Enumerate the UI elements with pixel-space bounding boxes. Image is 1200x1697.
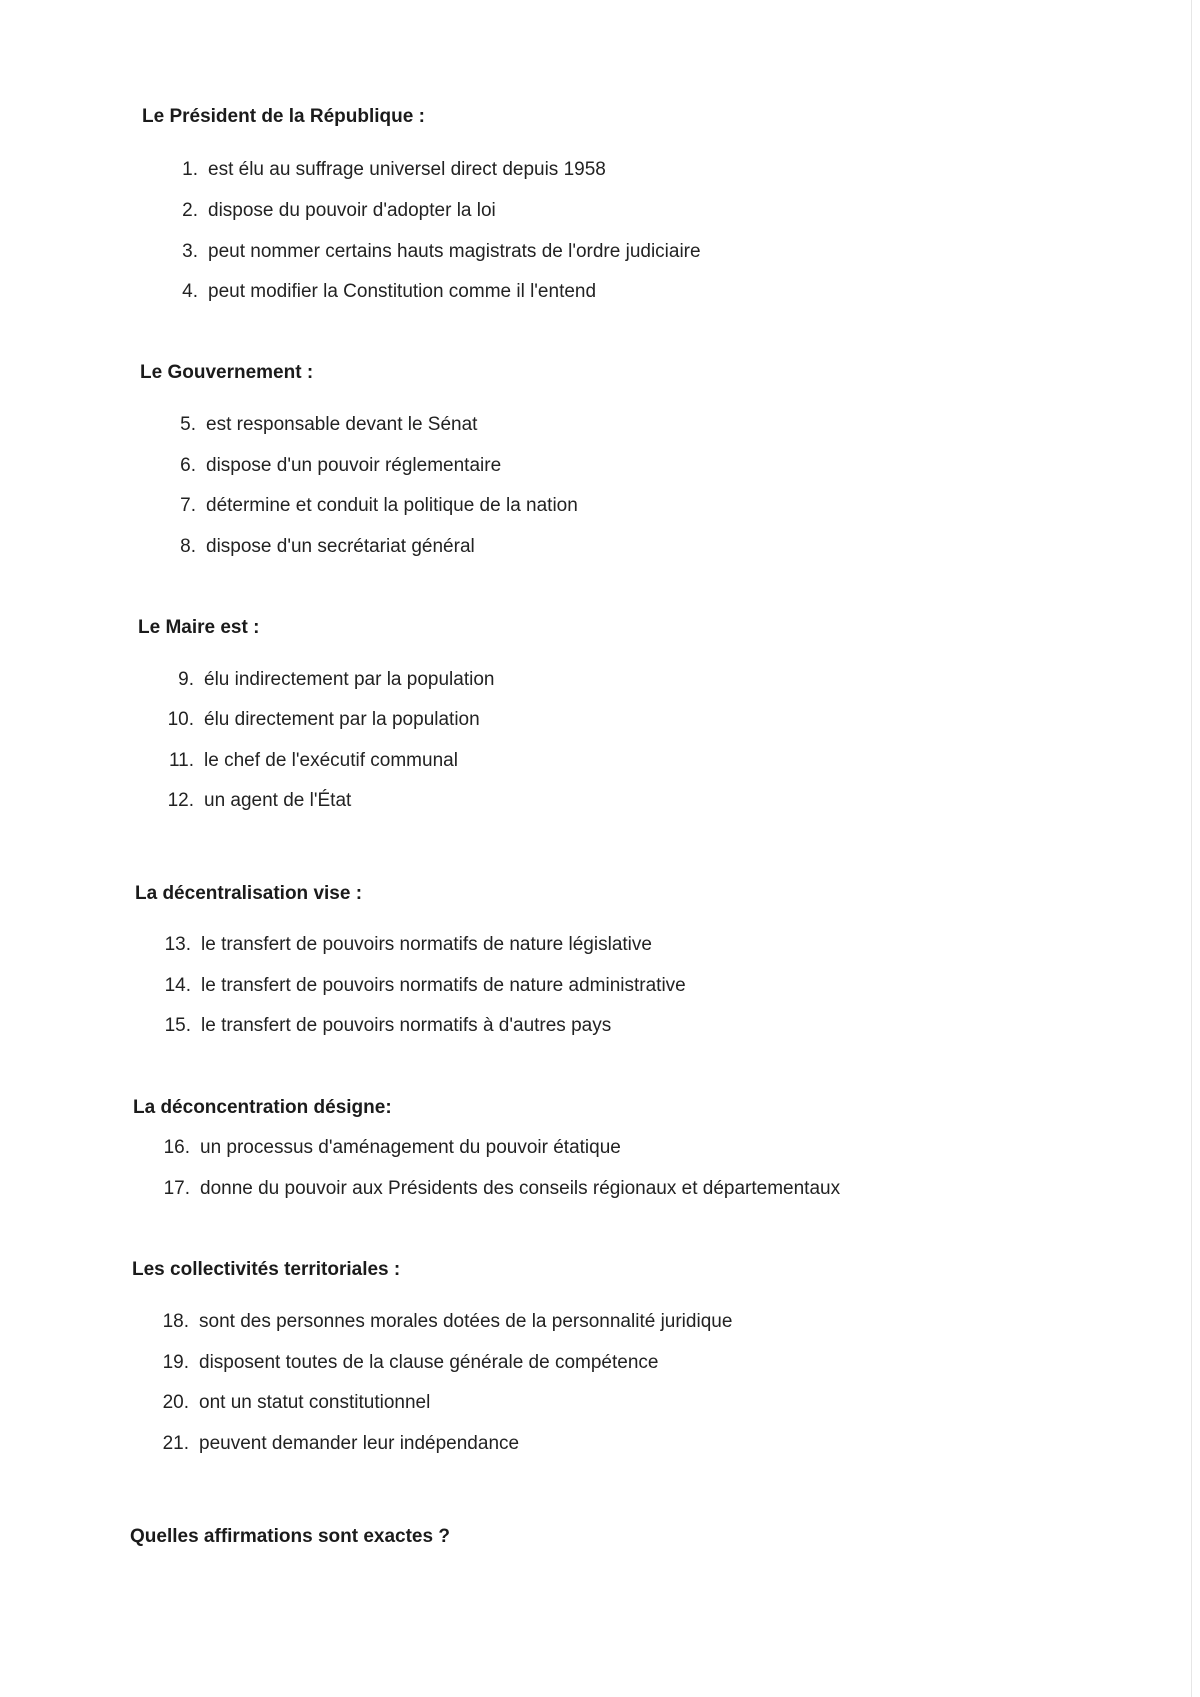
list-item <box>166 494 578 518</box>
item-number: 3. <box>182 241 198 262</box>
item-number: 10. <box>167 709 194 730</box>
list-item <box>166 454 501 478</box>
item-number: 5. <box>180 414 196 435</box>
item-text: élu directement par la population <box>204 709 480 730</box>
list-item <box>164 789 351 813</box>
item-text: le transfert de pouvoirs normatifs à d'autres pays <box>201 1015 612 1036</box>
item-text: disposent toutes de la clause générale de compétence <box>199 1352 659 1373</box>
item-number: 12. <box>167 790 194 811</box>
item-number: 1. <box>182 159 198 180</box>
item-number: 20. <box>162 1392 189 1413</box>
item-text: peut modifier la Constitution comme il l'entend <box>208 281 597 302</box>
list-item <box>161 1014 611 1038</box>
item-text: le transfert de pouvoirs normatifs de nature administrative <box>201 975 686 996</box>
item-text: sont des personnes morales dotées de la personnalité juridique <box>199 1311 733 1332</box>
list-item <box>164 668 494 692</box>
item-number: 11. <box>168 750 194 771</box>
item-text: élu indirectement par la population <box>204 669 495 690</box>
item-number: 15. <box>164 1015 191 1036</box>
item-text: donne du pouvoir aux Présidents des conseils régionaux et départementaux <box>200 1178 841 1199</box>
section-heading-president: Le Président de la République : <box>142 106 425 127</box>
item-number: 8. <box>180 536 196 557</box>
item-number: 9. <box>178 669 194 690</box>
section-heading-decentralisation: La décentralisation vise : <box>135 883 363 904</box>
list-item <box>166 535 475 559</box>
item-number: 14. <box>164 975 191 996</box>
item-text: est responsable devant le Sénat <box>206 414 478 435</box>
item-number: 13. <box>164 934 191 955</box>
item-text: dispose du pouvoir d'adopter la loi <box>208 200 496 221</box>
item-text: dispose d'un pouvoir réglementaire <box>206 455 502 476</box>
item-number: 19. <box>162 1352 189 1373</box>
item-text: le chef de l'exécutif communal <box>204 750 458 771</box>
item-text: un processus d'aménagement du pouvoir étatique <box>200 1137 621 1158</box>
item-text: est élu au suffrage universel direct depuis 1958 <box>208 159 606 180</box>
list-item <box>160 1136 621 1160</box>
item-number: 4. <box>182 281 198 302</box>
item-number: 18. <box>162 1311 189 1332</box>
item-text: peut nommer certains hauts magistrats de l'ordre judiciaire <box>208 241 701 262</box>
list-item <box>164 708 480 732</box>
list-item <box>159 1391 430 1415</box>
list-item <box>161 974 686 998</box>
section-heading-gouvernement: Le Gouvernement : <box>140 362 314 383</box>
item-number: 21. <box>162 1433 189 1454</box>
item-number: 7. <box>180 495 196 516</box>
list-item <box>164 749 458 773</box>
list-item <box>161 933 652 957</box>
list-item <box>159 1351 658 1375</box>
list-item <box>166 413 477 437</box>
list-item <box>168 199 496 223</box>
list-item <box>160 1177 840 1201</box>
section-heading-maire: Le Maire est : <box>138 617 260 638</box>
section-heading-collectivites: Les collectivités territoriales : <box>132 1259 401 1280</box>
item-number: 2. <box>182 200 198 221</box>
item-number: 16. <box>163 1137 190 1158</box>
item-text: le transfert de pouvoirs normatifs de nature législative <box>201 934 652 955</box>
page-edge-line <box>1191 0 1192 1697</box>
list-item <box>168 240 701 264</box>
item-text: un agent de l'État <box>204 790 352 811</box>
section-heading-deconcentration: La déconcentration désigne: <box>133 1097 392 1118</box>
closing-question: Quelles affirmations sont exactes ? <box>130 1526 450 1547</box>
item-number: 6. <box>180 455 196 476</box>
item-text: ont un statut constitutionnel <box>199 1392 431 1413</box>
item-text: dispose d'un secrétariat général <box>206 536 475 557</box>
list-item <box>159 1310 732 1334</box>
item-number: 17. <box>163 1178 190 1199</box>
item-text: détermine et conduit la politique de la nation <box>206 495 578 516</box>
list-item <box>168 158 606 182</box>
list-item <box>168 280 596 304</box>
item-text: peuvent demander leur indépendance <box>199 1433 520 1454</box>
list-item <box>159 1432 519 1456</box>
